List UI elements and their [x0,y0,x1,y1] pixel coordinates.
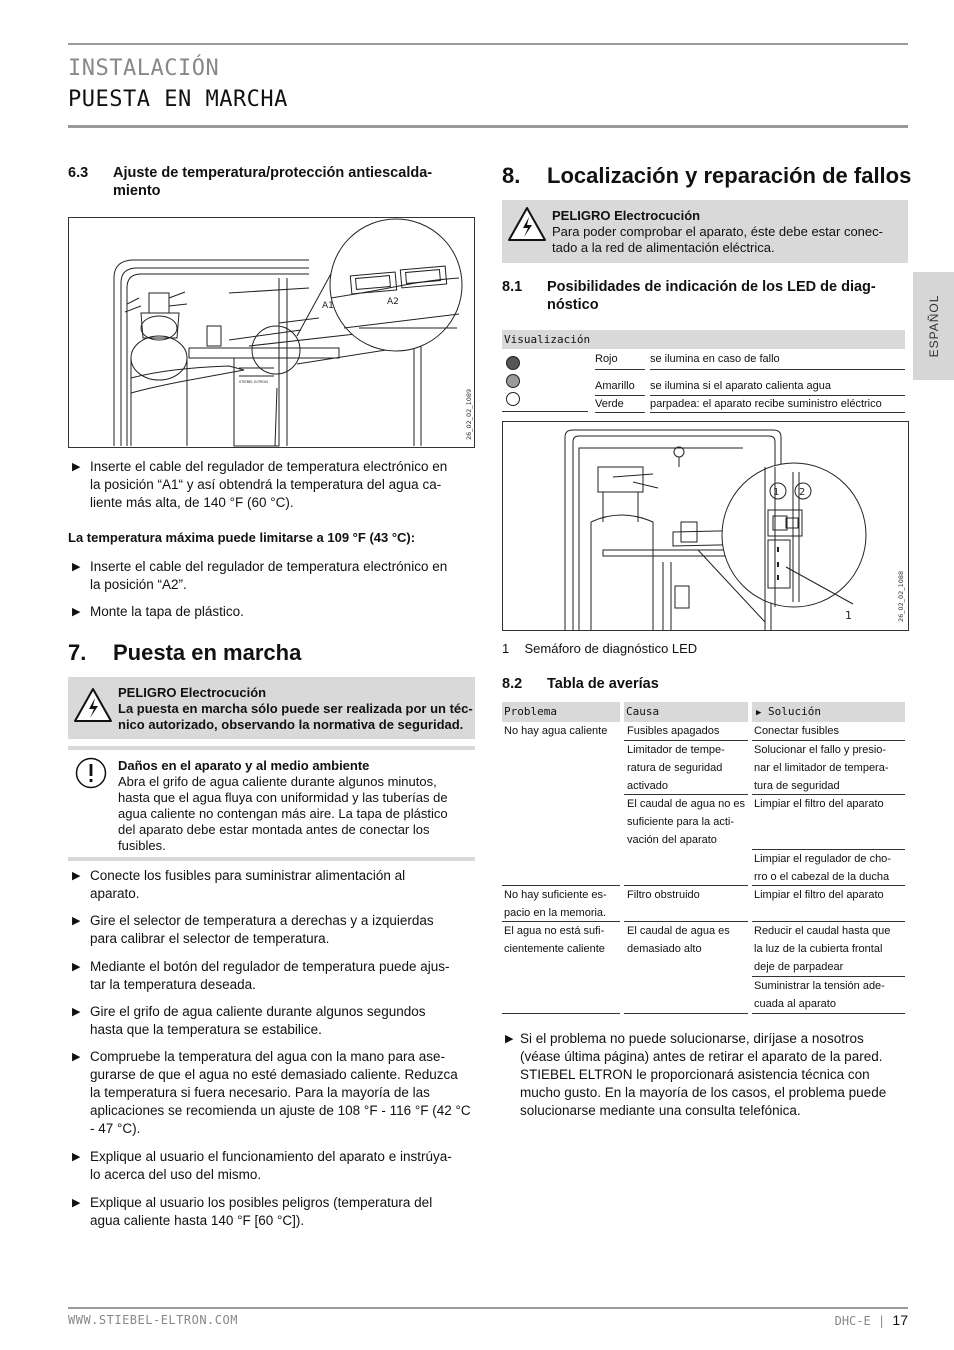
solution-6: Reducir el caudal hasta que la luz de la cubierta frontal deje de parpadear [754,925,891,973]
row-divider [650,412,905,413]
solution-5: Limpiar el filtro del aparato [754,889,884,901]
figure-caption [502,640,697,658]
led-divider [502,411,588,412]
fault-col-cause: Causa [624,702,748,722]
arrow-right-icon: ▶ [756,708,762,718]
danger-box-commissioning [68,677,475,739]
section-number: 8. [502,163,521,188]
danger-text: nico autorizado, observando la normativa de seguridad. [118,717,464,732]
solution-3: Limpiar el filtro del aparato [754,798,884,810]
led-color-green: Verde [595,398,624,410]
caption-number: 1 [502,641,510,656]
footer-page-info [835,1312,908,1328]
led-meaning-green: parpadea: el aparato recibe suministro eléctrico [650,398,882,410]
row-divider [650,369,905,370]
header-bottom-rule [68,125,908,128]
danger-title: PELIGRO Electrocución [118,685,267,700]
section-number: 8.1 [502,279,523,295]
figure-code: 26_02_02_1089 [465,388,473,440]
led-meaning-red: se ilumina en caso de fallo [650,353,780,365]
figure-temperature-connector [68,217,475,448]
problem-1: No hay agua caliente [504,725,608,737]
led-yellow-icon [506,374,520,388]
callout-1: 1 [845,609,852,622]
footer-separator: | [877,1314,886,1328]
header-chapter: INSTALACIÓN [68,56,220,81]
danger-box-troubleshooting [502,200,908,263]
solution-7: Suministrar la tensión ade- cuada al aparato [754,980,885,1010]
cause-3: El caudal de agua no es suficiente para la acti- vación del aparato [627,798,746,846]
label-brand: STIEBEL ELTRON [239,380,268,384]
row-divider [752,1013,905,1014]
section-title-line2: miento [113,183,161,199]
led-table-header: Visualización [502,330,905,349]
device-drawing-led [503,422,909,631]
section-title: Puesta en marcha [113,640,302,665]
device-drawing [69,218,475,448]
notice-text: Abra el grifo de agua caliente durante algunos minutos, [118,774,437,789]
arrow-right-icon: ▶ [72,461,81,473]
section-number: 8.2 [502,676,523,692]
danger-title: PELIGRO Electrocución [552,208,701,223]
page-number: 17 [892,1312,908,1328]
danger-text: tado a la red de alimentación eléctrica. [552,240,775,255]
footer-rule [68,1307,908,1309]
electric-hazard-icon [73,687,113,723]
section-title-line2: nóstico [547,297,599,313]
section-title: Localización y reparación de fallos [547,163,912,188]
arrow-right-icon: ▶ [72,870,81,882]
arrow-right-icon: ▶ [72,1006,81,1018]
cause-2: Limitador de tempe- ratura de seguridad activado [627,744,725,792]
section-title: Tabla de averías [547,676,659,692]
footer-doc-code: DHC-E [834,1314,871,1328]
section-title-line1: Ajuste de temperatura/protección antiescalda- [113,165,433,181]
figure-code: 26_02_02_1088 [897,570,905,622]
cause-5: El caudal de agua es demasiado alto [627,925,730,955]
arrow-right-icon: ▶ [72,961,81,973]
row-divider [595,412,645,413]
footer-website-link[interactable]: WWW.STIEBEL-ELTRON.COM [68,1313,238,1327]
solution-1: Conectar fusibles [754,725,839,737]
solution-header-label: Solución [768,705,822,718]
dial-label-1: 1 [773,487,780,498]
section-7-heading [68,640,478,668]
label-a2: A2 [387,297,399,307]
notice-text: fusibles. [118,838,166,853]
cause-1: Fusibles apagados [627,725,720,737]
section-8-2-heading [502,676,910,694]
led-color-red: Rojo [595,353,618,365]
led-color-yellow: Amarillo [595,380,635,392]
cause-4: Filtro obstruido [627,889,700,901]
section-8-1-heading [502,279,910,315]
solution-4: Limpiar el regulador de cho- rro o el cabezal de la ducha [754,853,891,883]
row-divider [624,1013,748,1014]
led-meaning-yellow: se ilumina si el aparato calienta agua [650,380,832,392]
notice-text: agua caliente no contengan más aire. La tapa de plástico [118,806,448,821]
arrow-right-icon: ▶ [505,1033,514,1045]
arrow-right-icon: ▶ [72,561,81,573]
arrow-right-icon: ▶ [72,915,81,927]
arrow-right-icon: ▶ [72,1051,81,1063]
arrow-right-icon: ▶ [72,1151,81,1163]
header-top-rule [68,43,908,45]
notice-bottom-bar [68,857,475,861]
section-title-line1: Posibilidades de indicación de los LED de diag- [547,279,876,295]
section-number: 7. [68,640,87,665]
figure-led-diagnostic [502,421,909,631]
section-number: 6.3 [68,165,89,181]
fault-col-problem: Problema [502,702,620,722]
language-label: ESPAÑOL [926,294,941,358]
notice-text: hasta que el agua fluya con uniformidad y las tuberías de [118,790,448,805]
notice-box-damage [68,750,475,854]
danger-text: La puesta en marcha sólo puede ser realizada por un téc- [118,701,473,716]
fault-col-solution [752,702,905,722]
notice-text: del aparato debe estar montada antes de conectar los [118,822,430,837]
caption-text: Semáforo de diagnóstico LED [524,641,698,656]
section-8-heading [502,163,910,191]
row-divider [595,369,645,370]
row-divider [502,1013,620,1014]
section-6-3-heading [68,165,478,201]
exclamation-icon [75,757,107,789]
problem-2: No hay suficiente es- pacio en la memoria. [504,889,607,919]
led-red-icon [506,356,520,370]
label-a1: A1 [322,301,334,311]
arrow-right-icon: ▶ [72,1197,81,1209]
language-side-tab[interactable] [913,272,954,380]
header-section: PUESTA EN MARCHA [68,87,288,112]
solution-2: Solucionar el fallo y presio- nar el limitador de tempera- tura de seguridad [754,744,889,792]
danger-text: Para poder comprobar el aparato, éste debe estar conec- [552,224,883,239]
max-temperature-note: La temperatura máxima puede limitarse a 109 °F (43 °C): [68,530,416,545]
led-green-icon [506,392,520,406]
electric-hazard-icon [507,206,547,242]
dial-label-2: 2 [799,487,806,498]
problem-3: El agua no está sufi- cientemente caliente [504,925,605,955]
notice-title: Daños en el aparato y al medio ambiente [118,758,370,773]
arrow-right-icon: ▶ [72,606,81,618]
